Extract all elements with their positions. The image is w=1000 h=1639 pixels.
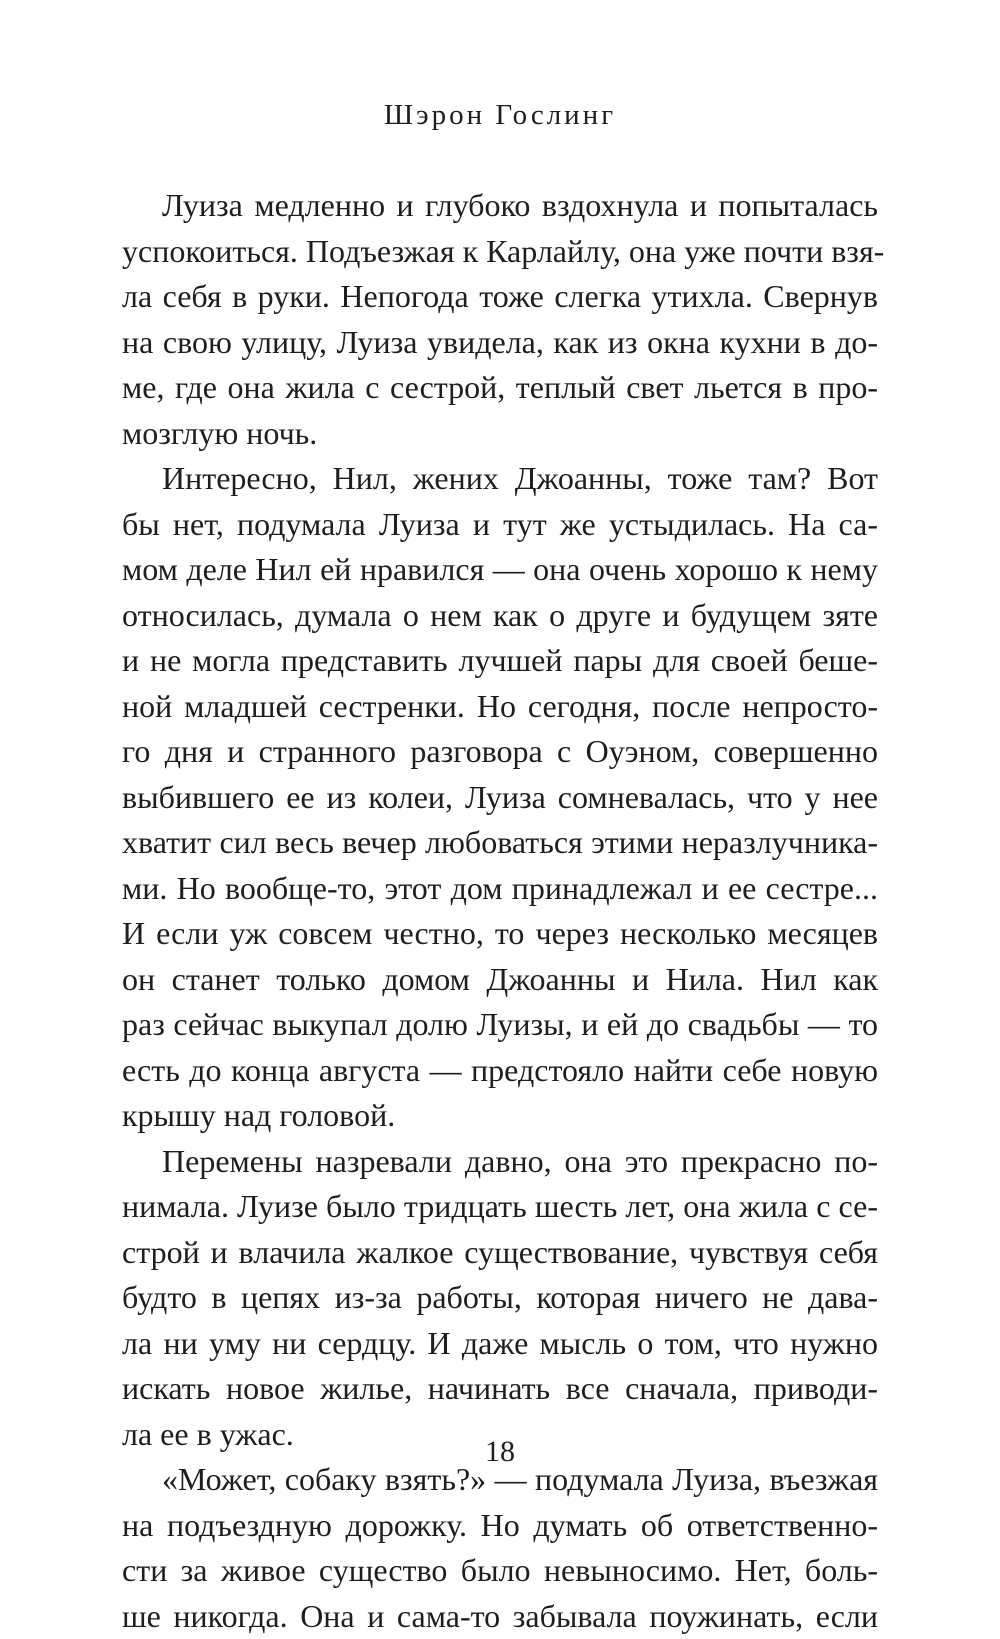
text-line: ми. Но вообще-то, этот дом принадлежал и ее сестре... <box>122 866 878 912</box>
text-line: раз сейчас выкупал долю Луизы, и ей до свадьбы — то <box>122 1002 878 1048</box>
running-head-author: Шэрон Гослинг <box>0 95 1000 135</box>
text-line: «Может, собаку взять?» — подумала Луиза, въезжая <box>122 1457 878 1503</box>
paragraph <box>122 1457 878 1639</box>
paragraph <box>122 1139 878 1458</box>
text-line: есть до конца августа — предстояло найти себе новую <box>122 1048 878 1094</box>
text-line: крышу над головой. <box>122 1093 878 1139</box>
body-text <box>122 183 878 1639</box>
text-line: мом деле Нил ей нравился — она очень хорошо к нему <box>122 547 878 593</box>
text-line: на подъездную дорожку. Но думать об ответственно- <box>122 1503 878 1549</box>
text-line: го дня и странного разговора с Оуэном, совершенно <box>122 729 878 775</box>
text-line: сти за живое существо было невыносимо. Нет, боль- <box>122 1548 878 1594</box>
paragraph <box>122 183 878 456</box>
text-line: мозглую ночь. <box>122 411 878 457</box>
text-line: ше никогда. Она и сама-то забывала поужинать, если <box>122 1594 878 1639</box>
page-number: 18 <box>0 1432 1000 1472</box>
text-line: Перемены назревали давно, она это прекрасно по- <box>122 1139 878 1185</box>
text-line: выбившего ее из колеи, Луиза сомневалась, что у нее <box>122 775 878 821</box>
text-line: хватит сил весь вечер любоваться этими неразлучника- <box>122 820 878 866</box>
text-line: и не могла представить лучшей пары для своей беше- <box>122 638 878 684</box>
text-line: ла ни уму ни сердцу. И даже мысль о том, что нужно <box>122 1321 878 1367</box>
text-line: ме, где она жила с сестрой, теплый свет льется в про- <box>122 365 878 411</box>
text-line: нимала. Луизе было тридцать шесть лет, она жила с се- <box>122 1184 878 1230</box>
text-line: ной младшей сестренки. Но сегодня, после непросто- <box>122 684 878 730</box>
text-line: относилась, думала о нем как о друге и будущем зяте <box>122 593 878 639</box>
text-line: успокоиться. Подъезжая к Карлайлу, она уже почти взя- <box>122 229 878 275</box>
text-line: он станет только домом Джоанны и Нила. Нил как <box>122 957 878 1003</box>
text-line: ла себя в руки. Непогода тоже слегка утихла. Свернув <box>122 274 878 320</box>
paragraph <box>122 456 878 1139</box>
text-line: искать новое жилье, начинать все сначала, приводи- <box>122 1366 878 1412</box>
text-line: Луиза медленно и глубоко вздохнула и попыталась <box>122 183 878 229</box>
text-line: на свою улицу, Луиза увидела, как из окна кухни в до- <box>122 320 878 366</box>
text-line: бы нет, подумала Луиза и тут же устыдилась. На са- <box>122 502 878 548</box>
text-line: ла ее в ужас. <box>122 1412 878 1458</box>
text-line: будто в цепях из-за работы, которая ничего не дава- <box>122 1275 878 1321</box>
text-line: Интересно, Нил, жених Джоанны, тоже там? Вот <box>122 456 878 502</box>
text-line: И если уж совсем честно, то через несколько месяцев <box>122 911 878 957</box>
text-line: строй и влачила жалкое существование, чувствуя себя <box>122 1230 878 1276</box>
